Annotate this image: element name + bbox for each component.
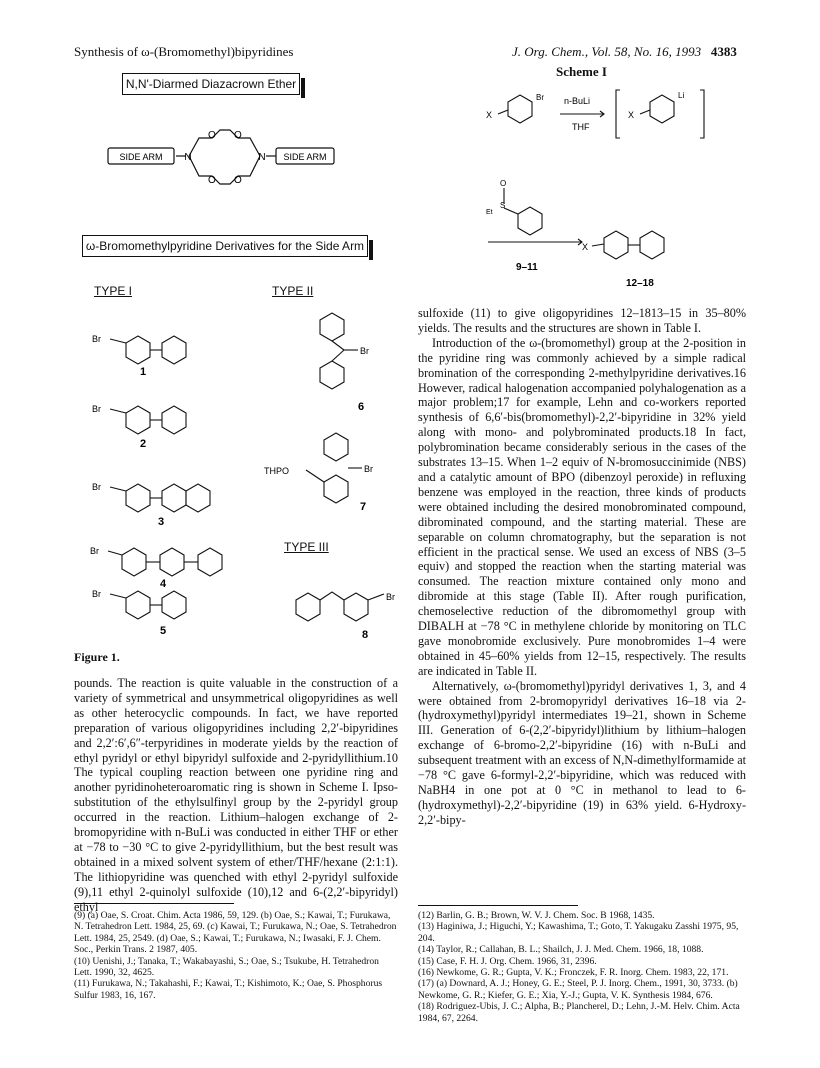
footnote: (16) Newkome, G. R.; Gupta, V. K.; Fronczek, F. R. Inorg. Chem. 1983, 22, 171. — [418, 967, 729, 979]
footnote: (13) Haginiwa, J.; Higuchi, Y.; Kawashima, T.; Goto, T. Yakugaku Zasshi 1975, 95, 204. — [418, 921, 739, 944]
scheme-title: Scheme I — [556, 64, 607, 79]
journal-citation — [512, 44, 737, 60]
atom-et: Et — [486, 209, 493, 216]
paragraph: Introduction of the ω-(bromomethyl) group at the 2-position in the pyridine ring was commonly achieved by a simple radical bromination of the corresponding 2-methylpyridine derivatives.16 However, radical halogenation accompanied polyhalogenation as a major problem;17 for example, Lehn and co-workers reported synthesis of 6,6′-bis(bromomethyl)-2,2′-bipyridine in 32% yield along with mono- and polybrominated products.18 In fact, polybromination became considerably serious in the cases of the substrates 13–15. When 1–2 equiv of N-bromosuccinimide (NBS) and a catalytic amount of BPO (dibenzoyl peroxide) in refluxing benzene was employed in the reaction, three kinds of products were obtained including the desired monobrominated compound, dibrominated compound, and the starting material. These are separable on column chromatography, but the separation is not efficient in the practical sense. We used an excess of NBS (3–5 equiv) and stopped the reaction when the starting material was consumed. The reaction mixture contained only mono and dibromide at this stage (Table II). After rough purification, chemoselective reduction of the dibromomethyl group with DIBALH at −78 °C in methylene chloride by monitoring on TLC gave monobromide exclusively. Pure monobromides 1–4 were obtained in 45–60% yields from 12–15, respectively. The results are indicated in Table II. — [418, 335, 746, 678]
left-column — [74, 676, 398, 915]
right-footnotes — [418, 910, 746, 1024]
diazacrown-structure — [104, 108, 344, 198]
solvent-thf: THF — [572, 122, 590, 132]
footnote: (11) Furukawa, N.; Takahashi, F.; Kawai, T.; Kishimoto, K.; Oae, S. Phosphorus Sulfur 1983, 16, 167. — [74, 978, 383, 1001]
side-arm-left: SIDE ARM — [119, 152, 163, 162]
compound-label-3: 3 — [158, 516, 165, 528]
atom-br: Br — [536, 93, 544, 102]
reagent-nbuli: n-BuLi — [564, 96, 591, 106]
compound-label-6: 6 — [358, 401, 365, 413]
atom-li: Li — [678, 91, 685, 100]
type-2-heading: TYPE II — [272, 284, 314, 298]
footnote: (10) Uenishi, J.; Tanaka, T.; Wakabayashi, S.; Oae, S.; Tsukube, H. Tetrahedron Lett. 1990, 32, 4625. — [74, 955, 379, 979]
type-3-heading: TYPE III — [284, 540, 329, 554]
compound-label-5: 5 — [160, 625, 167, 637]
atom-x: X — [486, 110, 493, 120]
atom-n: N — [258, 152, 266, 163]
footnote: (17) (a) Downard, A. J.; Honey, G. E.; Steel, P. J. Inorg. Chem., 1991, 30, 3733. (b) Newkome, G. R.; Kiefer, G. E.; Xia, Y.-J.; Gupta, V. K. Synthesis 1984, 676. — [418, 978, 738, 1001]
atom-o: O — [208, 130, 216, 141]
journal-name: J. Org. Chem., Vol. 58, No. 16, 1993 — [512, 44, 702, 59]
figure-caption: Figure 1. — [74, 650, 120, 664]
type-1-structures — [80, 315, 270, 645]
right-column — [418, 306, 746, 828]
atom-br: Br — [92, 482, 101, 492]
footnote-rule — [418, 905, 578, 906]
running-title: Synthesis of ω-(Bromomethyl)bipyridines — [74, 44, 294, 59]
atom-br: Br — [360, 346, 369, 356]
compound-label-8: 8 — [362, 629, 369, 641]
banner-diazacrown: N,N'-Diarmed Diazacrown Ether — [122, 73, 300, 95]
atom-br: Br — [90, 546, 99, 556]
atom-n: N — [184, 152, 192, 163]
compound-label-4: 4 — [160, 578, 167, 590]
atom-br: Br — [386, 592, 395, 602]
atom-br: Br — [92, 589, 101, 599]
reagent-9-11: 9–11 — [516, 262, 538, 273]
footnote: (9) (a) Oae, S. Croat. Chim. Acta 1986, 59, 129. (b) Oae, S.; Kawai, T.; Furukawa, N. Tetrahedron Lett. 1984, 25, 69. (c) Kawai, T.; Furukawa, N.; Oae, S. Tetrahedron Lett. 1984, 25, 2549. (d) Oae, S.; Kawai, T.; Furukawa, N.; Iwasaki, F. J. Chem. Soc., Perkin Trans. 2 1987, 405. — [74, 910, 397, 956]
paragraph: pounds. The reaction is quite valuable in the construction of a variety of symmetrical and unsymmetrical oligopyridines as well as other heterocyclic compounds. In fact, we have reported preparation of various oligopyridines including 2,2′-bipyridines and 2,2′:6′,6″-terpyridines in moderate yields by the reaction of ethyl pyridyl or ethyl bipyridyl sulfoxide and 2-pyridyllithium.10 The typical coupling reaction between one pyridine ring and another pyridinoheteroaromatic ring is shown in Scheme I. Ipso-substitution of the ethylsulfinyl group by the 2-pyridyl group occurred in the reaction. Lithium–halogen exchange of 2-bromopyridine with n-BuLi was conducted in either THF or ether at −78 to −30 °C to give 2-pyridyllithium, but the best result was obtained in a mixed solvent system of ether/THF/hexane (2:1:1). The lithiopyridine was quenched with ethyl 2-pyridyl sulfoxide (9),11 ethyl 2-quinolyl sulfoxide (10),12 and 6-(2,2′-bipyridyl) ethyl — [74, 676, 398, 914]
products-12-18: 12–18 — [626, 278, 654, 289]
page-number: 4383 — [710, 44, 737, 59]
atom-thpo: THPO — [264, 466, 290, 476]
atom-o: O — [208, 175, 216, 186]
atom-o: O — [234, 175, 242, 186]
type-2-3-structures — [250, 310, 440, 645]
footnote-rule — [74, 903, 234, 904]
atom-o: O — [234, 130, 242, 141]
left-footnotes — [74, 910, 398, 1001]
compound-label-1: 1 — [140, 366, 147, 378]
compound-label-2: 2 — [140, 438, 147, 450]
paragraph: sulfoxide (11) to give oligopyridines 12–1813–15 in 35–80% yields. The results and the structures are shown in Table I. — [418, 306, 746, 335]
atom-br: Br — [364, 464, 373, 474]
type-1-heading: TYPE I — [94, 284, 133, 298]
atom-s: S — [500, 201, 506, 210]
side-arm-right: SIDE ARM — [283, 152, 327, 162]
footnote: (18) Rodriguez-Ubis, J. C.; Alpha, B.; Plancherel, D.; Lehn, J.-M. Helv. Chim. Acta 1984, 67, 2264. — [418, 1001, 740, 1024]
footnote: (14) Taylor, R.; Callahan, B. L.; Shailch, J. J. Med. Chem. 1966, 18, 1088. — [418, 944, 704, 956]
atom-x: X — [628, 110, 635, 120]
banner-side-arm: ω-Bromomethylpyridine Derivatives for the Side Arm — [82, 235, 368, 257]
scheme-1-diagram — [478, 80, 738, 290]
compound-label-7: 7 — [360, 501, 367, 513]
atom-br: Br — [92, 404, 101, 414]
footnote: (15) Case, F. H. J. Org. Chem. 1966, 31, 2396. — [418, 955, 597, 967]
paragraph: Alternatively, ω-(bromomethyl)pyridyl derivatives 1, 3, and 4 were obtained from 2-bromopyridyl derivatives 16–18 via 2-(hydroxymethyl)pyridyl intermediates 19–21, shown in Scheme III. Generation of 6-(2,2′-bipyridyl)lithium by lithium–halogen exchange of 6-bromo-2,2′-bipyridine (16) with n-BuLi and subsequent treatment with an excess of N,N-dimethylformamide at −78 °C gave 6-formyl-2,2′-bipyridine, which was reduced with NaBH4 in one pot at 0 °C in methanol to lead to 6-(hydroxymethyl)-2,2′-bipyridine (19) in 63% yield. 6-Hydroxy-2,2′-bipy- — [418, 678, 746, 827]
atom-br: Br — [92, 334, 101, 344]
footnote: (12) Barlin, G. B.; Brown, W. V. J. Chem. Soc. B 1968, 1435. — [418, 910, 655, 921]
atom-o: O — [500, 179, 507, 188]
atom-x: X — [582, 242, 589, 252]
